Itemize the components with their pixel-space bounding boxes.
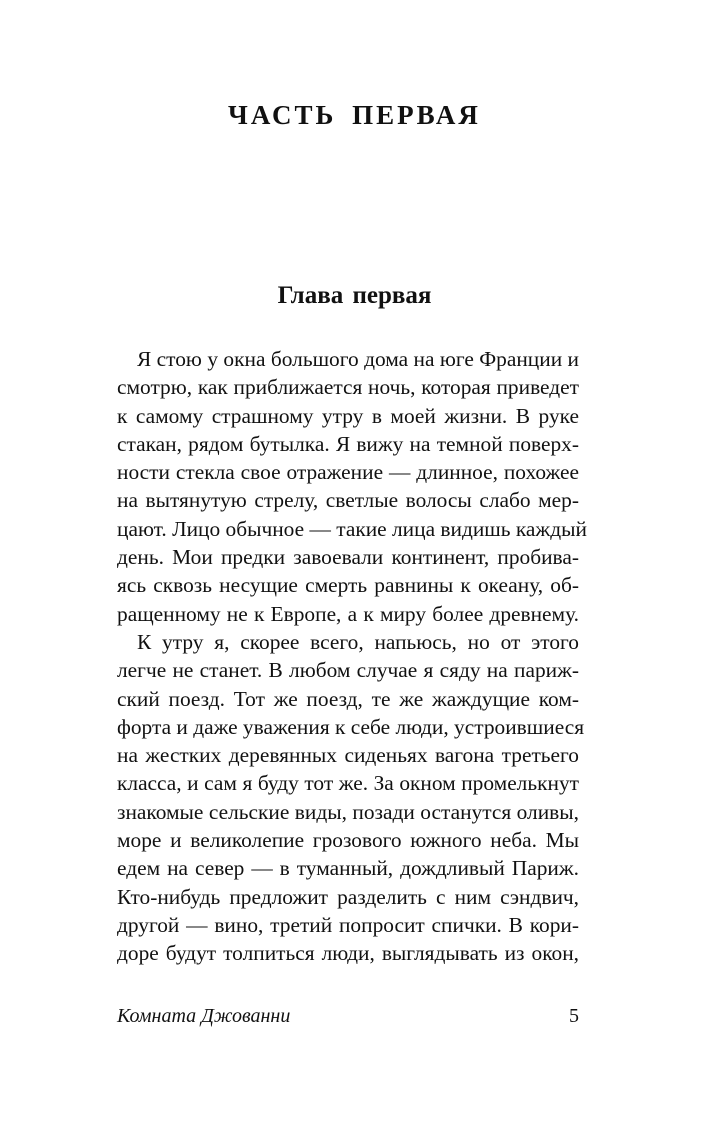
text-line: Кто-нибудь предложит разделить с ним сэндвич, [117, 884, 579, 909]
text-line: море и великолепие грозового южного неба. Мы [117, 828, 579, 853]
part-title: ЧАСТЬ ПЕРВАЯ [228, 100, 481, 130]
chapter-title: Глава первая [277, 282, 432, 309]
text-line: знакомые сельские виды, позади останутся оливы, [117, 799, 579, 824]
text-line: ясь сквозь несущие смерть равнины к океану, об- [117, 573, 579, 598]
text-line: цают. Лицо обычное — такие лица видишь каждый [117, 516, 587, 541]
body-text [117, 345, 587, 968]
text-line: к самому страшному утру в моей жизни. В руке [117, 403, 579, 428]
text-line: стакан, рядом бутылка. Я вижу на темной поверх- [117, 431, 579, 456]
text-line: день. Мои предки завоевали континент, пробива- [117, 545, 579, 570]
text-line: на жестких деревянных сиденьях вагона третьего [117, 743, 579, 768]
text-line: другой — вино, третий попросит спички. В кори- [117, 912, 579, 937]
text-line: класса, и сам я буду тот же. За окном промелькнут [117, 771, 579, 796]
text-line: форта и даже уважения к себе люди, устроившиеся [117, 714, 585, 739]
text-line: ности стекла свое отражение — длинное, похожее [117, 460, 579, 485]
text-line: на вытянутую стрелу, светлые волосы слабо мер- [117, 488, 579, 513]
running-footer-title: Комната Джованни [117, 1005, 291, 1027]
text-line: К утру я, скорее всего, напьюсь, но от этого [137, 629, 579, 654]
text-line: смотрю, как приближается ночь, которая приведет [117, 375, 579, 400]
text-line: Я стою у окна большого дома на юге Франции и [137, 347, 579, 371]
text-line: доре будут толпиться люди, выглядывать из окон, [117, 941, 579, 966]
page-number: 5 [569, 1005, 579, 1027]
text-line: ращенному не к Европе, а к миру более древнему. [117, 601, 579, 626]
text-line: легче не станет. В любом случае я сяду на париж- [117, 658, 579, 683]
text-line: ский поезд. Тот же поезд, те же жаждущие ком- [117, 686, 579, 711]
text-line: едем на север — в туманный, дождливый Париж. [117, 856, 579, 881]
